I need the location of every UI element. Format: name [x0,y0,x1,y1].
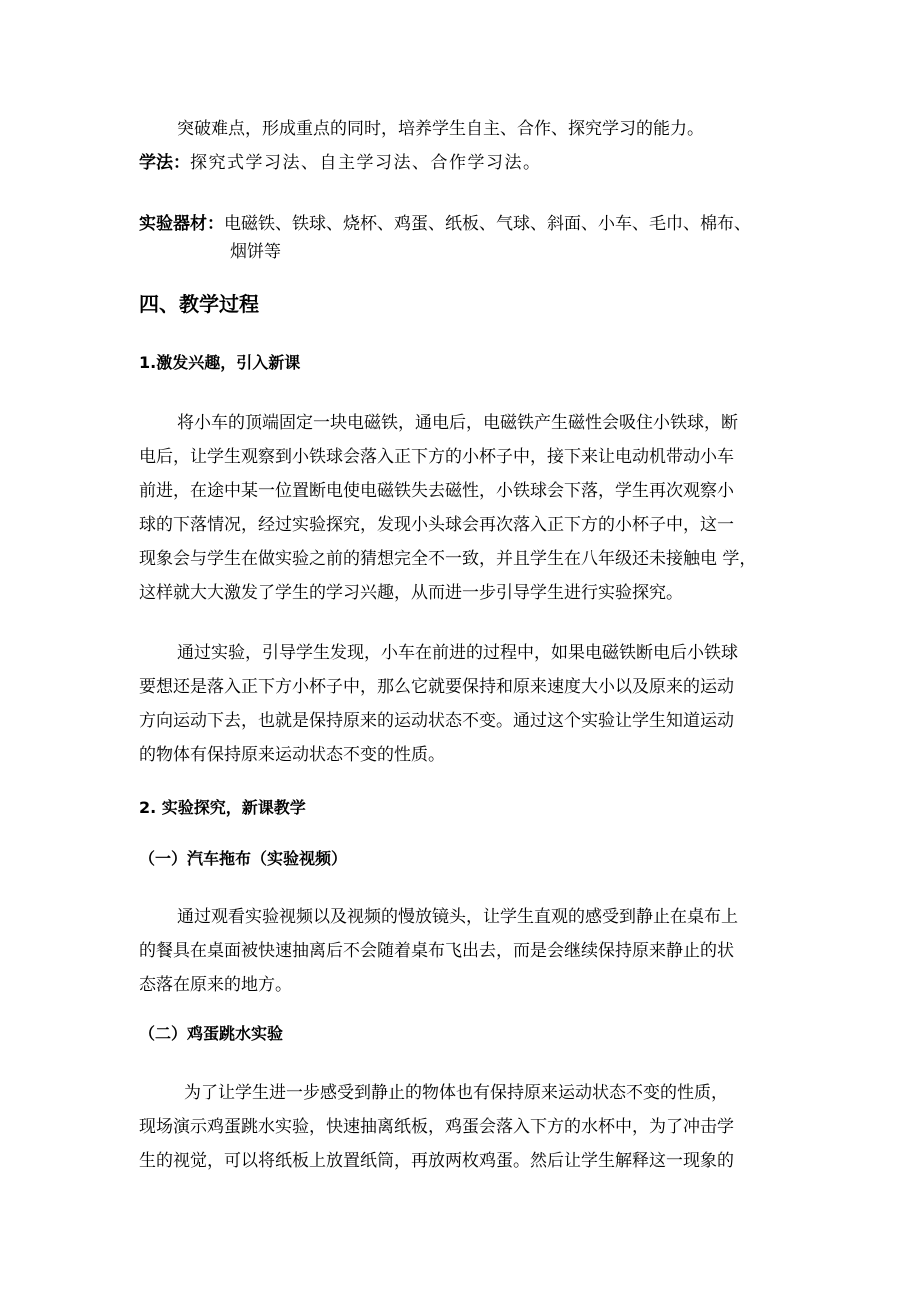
methods-line [139,152,542,174]
part1-para1-line: 这样就大大激发了学生的学习兴趣，从而进一步引导学生进行实验探究。 [139,583,683,603]
part1-para2-line: 要想还是落入正下方小杯子中，那么它就要保持和原来速度大小以及原来的运动 [139,677,734,697]
sub1-para-line: 通过观看实验视频以及视频的慢放镜头，让学生直观的感受到静止在桌布上 [177,907,738,927]
materials-line-1 [139,213,751,235]
sub2-para-line: 生的视觉，可以将纸板上放置纸筒，再放两枚鸡蛋。然后让学生解释这一现象的 [139,1151,734,1171]
part1-para1-line: 电后，让学生观察到小铁球会落入正下方的小杯子中，接下来让电动机带动小车 [139,447,734,467]
part1-para1-line: 球的下落情况，经过实验探究，发现小头球会再次落入正下方的小杯子中，这一 [139,515,734,535]
materials-text-1: 电磁铁、铁球、烧杯、鸡蛋、纸板、气球、斜面、小车、毛巾、棉布、 [224,214,751,234]
sub2-para-line: 现场演示鸡蛋跳水实验，快速抽离纸板，鸡蛋会落入下方的水杯中，为了冲击学 [139,1117,734,1137]
materials-label: 实验器材： [139,214,224,234]
part1-para2-line: 方向运动下去，也就是保持原来的运动状态不变。通过这个实验让学生知道运动 [139,711,734,731]
intro-line: 突破难点，形成重点的同时，培养学生自主、合作、探究学习的能力。 [177,119,704,139]
part1-title: 1.激发兴趣，引入新课 [139,353,301,372]
part1-para1-line: 现象会与学生在做实验之前的猜想完全不一致，并且学生在八年级还未接触电 学， [139,549,757,569]
part1-para1-line: 将小车的顶端固定一块电磁铁，通电后，电磁铁产生磁性会吸住小铁球，断 [177,413,738,433]
sub2-para-line: 为了让学生进一步感受到静止的物体也有保持原来运动状态不变的性质， [184,1083,728,1103]
materials-line-2: 烟饼等 [230,242,281,262]
methods-text: 探究式学习法、自主学习法、合作学习法。 [190,153,542,173]
section-title: 四、教学过程 [139,292,259,316]
part1-para2-line: 的物体有保持原来运动状态不变的性质。 [139,745,445,765]
subsection-2-title: （二）鸡蛋跳水实验 [139,1024,284,1043]
subsection-1-title: （一）汽车拖布（实验视频） [139,849,348,868]
part2-title: 2. 实验探究，新课教学 [139,798,306,817]
part1-para2-line: 通过实验，引导学生发现，小车在前进的过程中，如果电磁铁断电后小铁球 [177,643,738,663]
sub1-para-line: 的餐具在桌面被快速抽离后不会随着桌布飞出去，而是会继续保持原来静止的状 [139,941,734,961]
sub1-para-line: 态落在原来的地方。 [139,975,292,995]
methods-label: 学法： [139,153,190,173]
part1-para1-line: 前进，在途中某一位置断电使电磁铁失去磁性，小铁球会下落，学生再次观察小 [139,481,734,501]
